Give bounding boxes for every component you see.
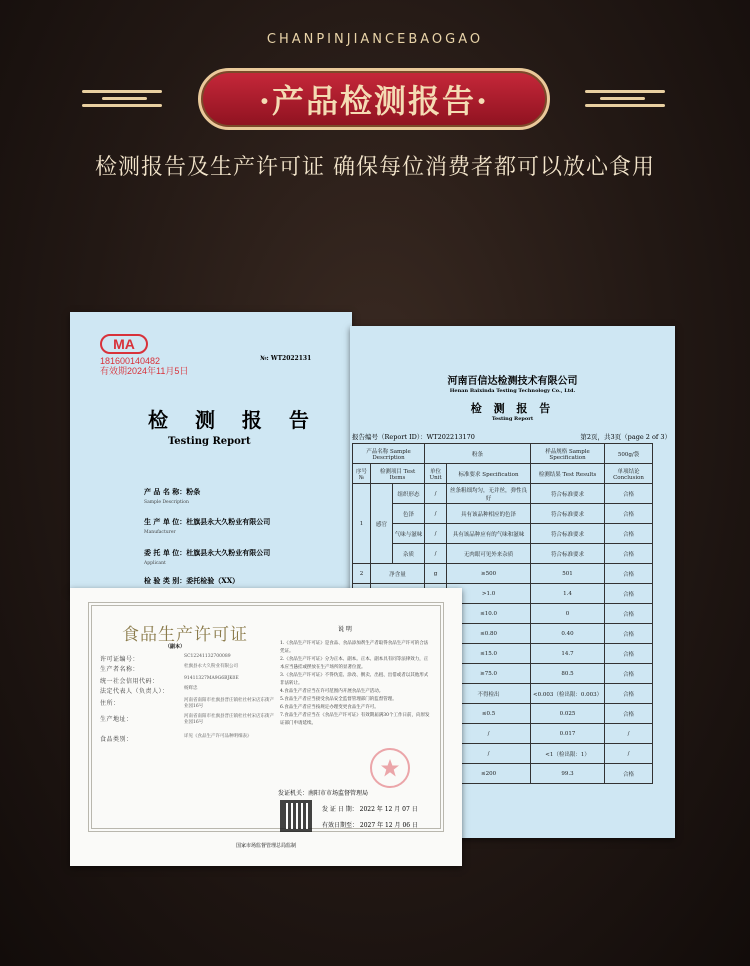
issue-date: 发 证 日 期： 2022 年 12 月 07 日 [322, 806, 418, 813]
pinyin-subtitle: CHANPINJIANCEBAOGAO [266, 32, 484, 47]
valid-until: 有效日期至： 2027 年 12 月 06 日 [322, 822, 418, 829]
license-field: 生产地址： 河南省南阳市社旗县晋庄镇杜社村宋店东街产业园16号 [100, 714, 274, 725]
cma-logo: MA 181600140482 有效期2024年11月5日 [100, 336, 189, 376]
table-row: 不得检出 <0.003（检出限：0.003） 合格 [353, 684, 653, 704]
license-title: 食品生产许可证 [122, 625, 248, 645]
table-row: ≥75.0 80.5 合格 [353, 664, 653, 684]
license-notes [280, 640, 430, 728]
report-title: 检 测 报 告 [148, 408, 319, 432]
table-row: 1 感官 组织形态 / 丝条粗细均匀，无并丝，弹性良好 符合标准要求 合格 [353, 484, 653, 504]
qr-code-icon [280, 800, 312, 832]
note-item: 4.食品生产者应当在许可范围内开展食品生产活动。 [280, 689, 384, 694]
issuer: 发证机关：南阳市市场监督管理局 [278, 790, 369, 797]
left-ornament-icon [82, 88, 162, 110]
license-field: 许可证编号： SC12241132700089 [100, 654, 231, 663]
report-number: №: WT2022131 [260, 355, 312, 362]
report-title-en: Testing Report [168, 436, 251, 447]
section-title-banner: ·产品检测报告· [198, 68, 550, 130]
field-category: 检 验 类 别：委托检验（XX） [144, 576, 240, 585]
report-id-line: 报告编号（Report ID）：WT202213170 第2页，共3页（page 2 of 3） [352, 433, 671, 441]
table-row: ≤0.80 0.40 合格 [353, 624, 653, 644]
results-table: 产品名称 Sample Description 粉条 样品规格 Sample Specification 500g/袋 序号 № 检测项目 Test Items 单位 Unit 标准要求 Specification 检测结果 Test Results 单项结论 Conclusion 1 感官 组织形态 / 丝条粗细均匀，无并丝，弹性良好 符合标准要求 合格 色泽 / 具有该品种相应的色泽 符合标准要求 合格 气味与滋味 / 具有该品种应有的气味和滋味 符合标准要求 合格 杂质 / 无肉眼可见外来杂质 符合标准要求 合格 2 净含量 g ≥500 501 合格 >1.0 1.4 合格 ≤10.0 0 合格 ≤0.80 0.40 合格 ≤15.0 14.7 合格 ≥75.0 80.5 合格 不得检出 <0.003（检出限：0.003） 合格 ≤0.5 0.025 合格 / 0.017 / / <1（检出限：1） / ≤200 99.3 合格 [352, 443, 653, 784]
company-name: 河南百信达检测技术有限公司 [447, 376, 578, 387]
food-production-license [70, 588, 462, 866]
note-item: 7.食品生产者应当在《食品生产许可证》有效期届满30个工作日前，向原发证部门申请延续。 [280, 713, 430, 726]
table-row: ≤15.0 14.7 合格 [353, 644, 653, 664]
license-field: 法定代表人（负责人）： 杨辉忠 [100, 686, 198, 695]
table-row: 2 净含量 g ≥500 501 合格 [353, 564, 653, 584]
table-row: / <1（检出限：1） / [353, 744, 653, 764]
right-ornament-icon [585, 88, 665, 110]
report-cover [70, 312, 352, 592]
tagline: 检测报告及生产许可证 确保每位消费者都可以放心食用 [95, 155, 655, 180]
table-row: ≤0.5 0.025 合格 [353, 704, 653, 724]
table-row: 杂质 / 无肉眼可见外来杂质 符合标准要求 合格 [353, 544, 653, 564]
license-field: 生产者名称： 杜旗县永大久粉业有限公司 [100, 664, 238, 673]
field-applicant: 委 托 单 位：杜旗县永大久粉业有限公司 Applicant [144, 548, 271, 566]
note-item: 5.食品生产者应当接受食品安全监督管理部门的监督管理。 [280, 697, 397, 702]
note-item: 3.《食品生产许可证》不得伪造、涂改、倒卖、出租、出借或者以其他形式非法转让。 [280, 673, 429, 686]
official-seal-icon [370, 748, 410, 788]
field-manufacturer: 生 产 单 位：杜旗县永大久粉业有限公司 Manufacturer [144, 517, 271, 535]
page-title-en: Testing Report [491, 416, 534, 422]
note-item: 1.《食品生产许可证》是食品、食品添加剂生产者取得食品生产许可的合法凭证。 [280, 641, 429, 654]
company-name-en: Henan Baixinda Testing Technology Co., Ltd. [449, 388, 576, 394]
table-row: >1.0 1.4 合格 [353, 584, 653, 604]
note-item: 2.《食品生产许可证》分为正本、副本。正本、副本具有同等法律效力，正本应当悬挂或摆放在生产场所的显著位置。 [280, 657, 429, 670]
table-row: 色泽 / 具有该品种相应的色泽 符合标准要求 合格 [353, 504, 653, 524]
table-row: 气味与滋味 / 具有该品种应有的气味和滋味 符合标准要求 合格 [353, 524, 653, 544]
license-copy-label: （副本） [165, 644, 186, 650]
notes-title: 说 明 [338, 626, 352, 633]
table-row: ≤200 99.3 合格 [353, 764, 653, 784]
note-item: 6.食品生产者应当按规定办理变更食品生产许可。 [280, 705, 379, 710]
field-sample: 产 品 名 称：粉条 Sample Description [144, 487, 201, 505]
license-field: 食品类别： 详见《食品生产许可品种明细表》 [100, 734, 252, 743]
page-title: 检 测 报 告 [470, 402, 555, 415]
license-field: 统一社会信用代码： 91411327MA9G6BJK0E [100, 676, 239, 685]
license-field: 住所： 河南省南阳市社旗县晋庄镇杜社村宋店东街产业园16号 [100, 698, 274, 709]
table-row: ≤10.0 0 合格 [353, 604, 653, 624]
license-footer: 国家市场监督管理总局监制 [235, 843, 296, 849]
table-row: / 0.017 / [353, 724, 653, 744]
